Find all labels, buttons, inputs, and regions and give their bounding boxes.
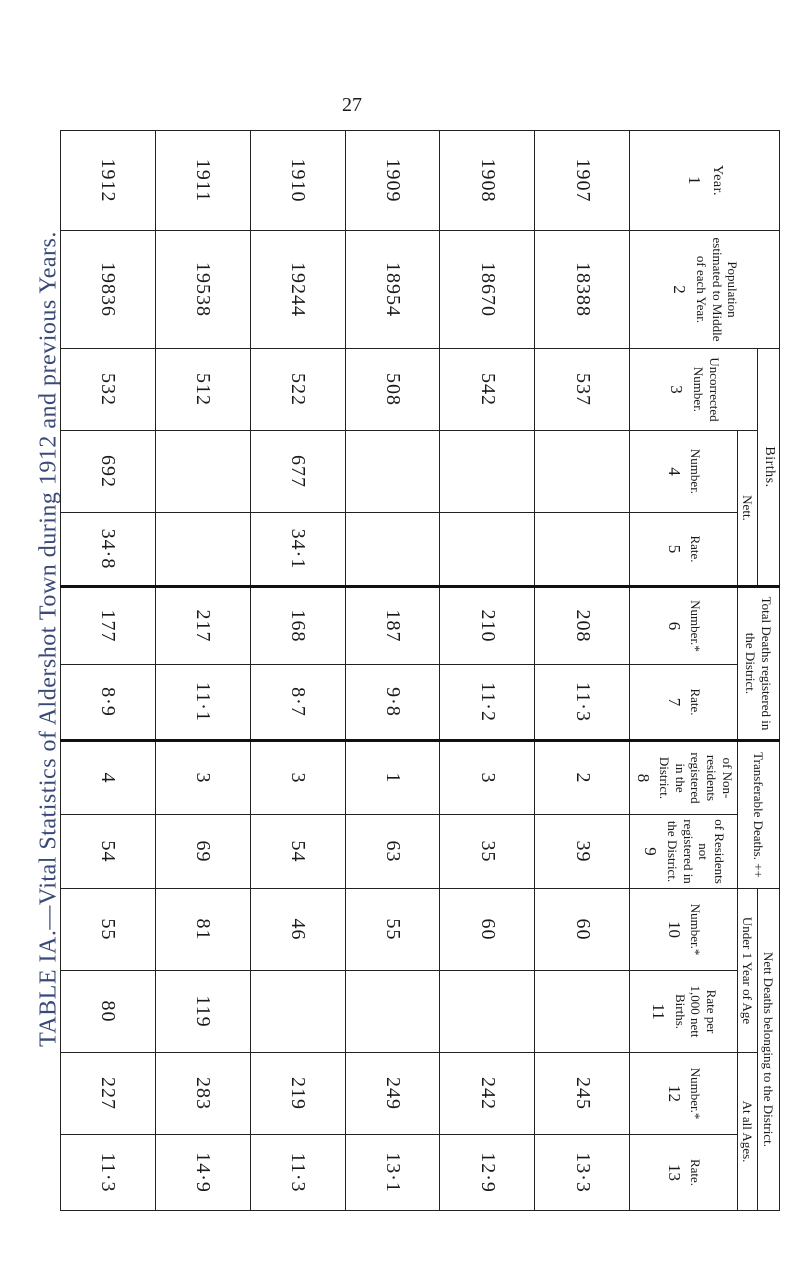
cell-uncorrected: 537 (535, 349, 630, 431)
header-residents-elsewhere: of Residents not registered in the District. 9 (630, 815, 737, 889)
cell-population: 18670 (440, 231, 535, 349)
cell-residents-elsewhere: 54 (61, 815, 156, 889)
header-infant-number: Number. * 10 (630, 889, 737, 971)
cell-year: 1907 (535, 131, 630, 231)
cell-nett-number: 677 (250, 431, 345, 513)
cell-nett-rate (345, 513, 440, 587)
cell-deaths-number: 168 (250, 587, 345, 665)
cell-infant-number: 60 (440, 889, 535, 971)
cell-nett-rate: 34·1 (250, 513, 345, 587)
cell-infant-rate (535, 971, 630, 1053)
cell-residents-elsewhere: 35 (440, 815, 535, 889)
cell-nett-number (440, 431, 535, 513)
cell-residents-elsewhere: 39 (535, 815, 630, 889)
header-nett: Nett. (737, 431, 758, 587)
cell-all-ages-number: 245 (535, 1053, 630, 1135)
cell-population: 19538 (155, 231, 250, 349)
cell-all-ages-rate: 14·9 (155, 1135, 250, 1211)
cell-infant-rate (440, 971, 535, 1053)
header-row-1 (758, 131, 780, 1211)
cell-all-ages-number: 219 (250, 1053, 345, 1135)
cell-nonresidents: 4 (61, 741, 156, 815)
table-row (345, 131, 440, 1211)
cell-infant-rate: 119 (155, 971, 250, 1053)
header-year: Year. 1 (630, 131, 780, 231)
cell-deaths-number: 208 (535, 587, 630, 665)
cell-residents-elsewhere: 69 (155, 815, 250, 889)
cell-uncorrected: 522 (250, 349, 345, 431)
cell-nett-rate (440, 513, 535, 587)
cell-nonresidents: 3 (250, 741, 345, 815)
cell-infant-number: 55 (345, 889, 440, 971)
cell-nett-number (535, 431, 630, 513)
cell-infant-number: 46 (250, 889, 345, 971)
cell-residents-elsewhere: 54 (250, 815, 345, 889)
cell-nonresidents: 3 (440, 741, 535, 815)
cell-deaths-rate: 8·7 (250, 665, 345, 741)
header-deaths-rate: Rate. 7 (630, 665, 737, 741)
cell-nett-number: 692 (61, 431, 156, 513)
cell-all-ages-rate: 12·9 (440, 1135, 535, 1211)
cell-nett-rate (155, 513, 250, 587)
cell-population: 18954 (345, 231, 440, 349)
cell-all-ages-number: 283 (155, 1053, 250, 1135)
header-nonresidents: of Non-residents registered in the District. 8 (630, 741, 737, 815)
table-row (61, 131, 156, 1211)
cell-residents-elsewhere: 63 (345, 815, 440, 889)
statistics-table-container (60, 130, 780, 1210)
cell-all-ages-rate: 11·3 (250, 1135, 345, 1211)
header-births: Births. (758, 349, 780, 587)
cell-population: 19244 (250, 231, 345, 349)
header-all-ages-number: Number. * 12 (630, 1053, 737, 1135)
cell-infant-number: 60 (535, 889, 630, 971)
cell-nett-rate (535, 513, 630, 587)
header-nett-rate: Rate. 5 (630, 513, 737, 587)
cell-all-ages-number: 242 (440, 1053, 535, 1135)
cell-nett-rate: 34·8 (61, 513, 156, 587)
cell-uncorrected: 512 (155, 349, 250, 431)
header-at-all-ages: At all Ages. (737, 1053, 758, 1211)
vital-statistics-table (60, 130, 780, 1211)
cell-year: 1908 (440, 131, 535, 231)
table-row (250, 131, 345, 1211)
cell-deaths-number: 217 (155, 587, 250, 665)
header-all-ages-rate: Rate. 13 (630, 1135, 737, 1211)
cell-uncorrected: 532 (61, 349, 156, 431)
table-row (440, 131, 535, 1211)
header-population: Population estimated to Middle of each Year. 2 (630, 231, 780, 349)
page-number: 27 (342, 94, 362, 116)
header-nett-number: Number. 4 (630, 431, 737, 513)
cell-year: 1912 (61, 131, 156, 231)
cell-infant-rate (345, 971, 440, 1053)
header-infant-rate: Rate per 1,000 nett Births. 11 (630, 971, 737, 1053)
cell-population: 19836 (61, 231, 156, 349)
cell-nonresidents: 2 (535, 741, 630, 815)
cell-population: 18388 (535, 231, 630, 349)
cell-deaths-number: 177 (61, 587, 156, 665)
header-uncorrected-number: Uncorrected Number. 3 (630, 349, 758, 431)
header-transferable-deaths: Transferable Deaths. ++ (737, 741, 779, 889)
cell-deaths-number: 210 (440, 587, 535, 665)
cell-all-ages-rate: 13·3 (535, 1135, 630, 1211)
cell-deaths-number: 187 (345, 587, 440, 665)
cell-year: 1910 (250, 131, 345, 231)
cell-deaths-rate: 11·1 (155, 665, 250, 741)
cell-nonresidents: 1 (345, 741, 440, 815)
cell-deaths-rate: 11·2 (440, 665, 535, 741)
cell-uncorrected: 542 (440, 349, 535, 431)
cell-nett-number (155, 431, 250, 513)
cell-infant-rate (250, 971, 345, 1053)
cell-year: 1909 (345, 131, 440, 231)
cell-all-ages-number: 249 (345, 1053, 440, 1135)
cell-deaths-rate: 11·3 (535, 665, 630, 741)
cell-year: 1911 (155, 131, 250, 231)
header-under-1-year: Under 1 Year of Age (737, 889, 758, 1053)
cell-all-ages-number: 227 (61, 1053, 156, 1135)
header-deaths-number: Number. * 6 (630, 587, 737, 665)
table-title-text: TABLE IA.—Vital Statistics of Aldershot Town during 1912 and previous Years. (35, 231, 62, 1047)
cell-uncorrected: 508 (345, 349, 440, 431)
cell-nett-number (345, 431, 440, 513)
table-row (535, 131, 630, 1211)
cell-infant-rate: 80 (61, 971, 156, 1053)
cell-deaths-rate: 8·9 (61, 665, 156, 741)
header-total-deaths: Total Deaths registered in the District. (737, 587, 779, 741)
cell-infant-number: 81 (155, 889, 250, 971)
cell-all-ages-rate: 11·3 (61, 1135, 156, 1211)
header-nett-deaths: Nett Deaths belonging to the District. (758, 889, 780, 1211)
cell-nonresidents: 3 (155, 741, 250, 815)
table-row (155, 131, 250, 1211)
cell-infant-number: 55 (61, 889, 156, 971)
cell-deaths-rate: 9·8 (345, 665, 440, 741)
cell-all-ages-rate: 13·1 (345, 1135, 440, 1211)
